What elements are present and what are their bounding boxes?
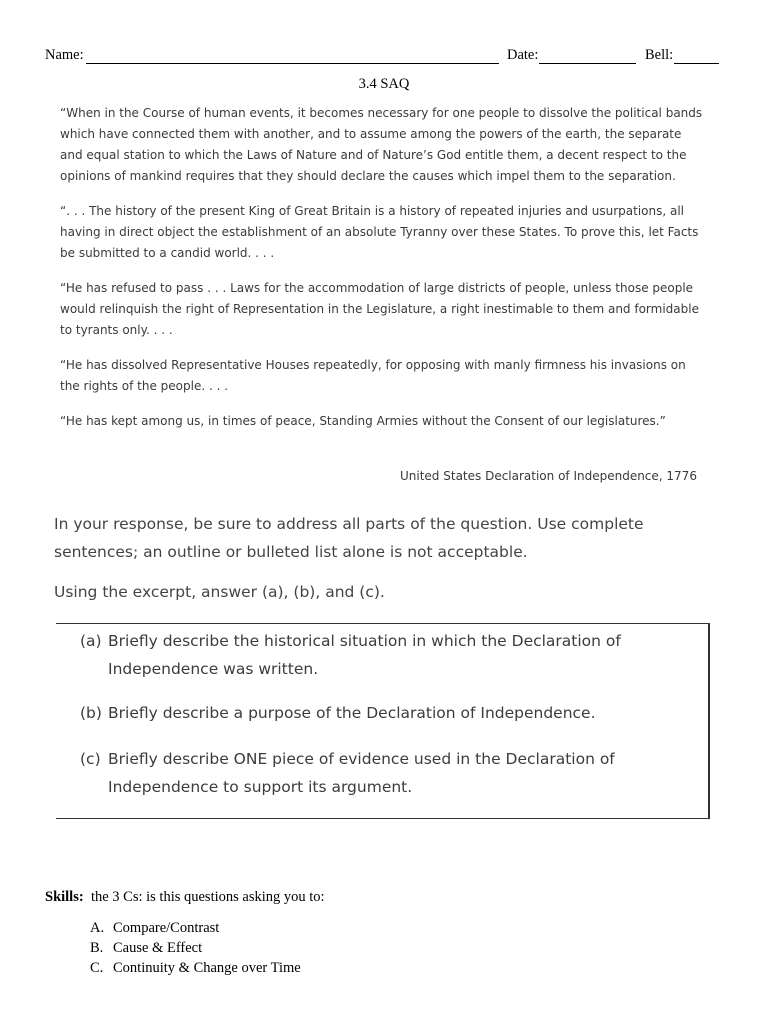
header-fields xyxy=(45,47,725,67)
question-box xyxy=(56,623,710,819)
page-title: 3.4 SAQ xyxy=(358,76,410,92)
date-label: Date: xyxy=(507,47,539,63)
date-field[interactable] xyxy=(539,47,636,64)
excerpt xyxy=(60,103,705,446)
excerpt-paragraph: “He has dissolved Representative Houses repeatedly, for opposing with manly firmness his invasions on the rights of the people. . . . xyxy=(60,358,686,393)
bell-field[interactable] xyxy=(674,47,719,64)
question-text: Briefly describe the historical situation in which the Declaration of Independence was written. xyxy=(108,632,621,678)
question-text: Briefly describe a purpose of the Declaration of Independence. xyxy=(108,704,596,722)
question-letter: (b) xyxy=(80,704,102,722)
skills-label: Skills: xyxy=(45,889,84,905)
bell-label: Bell: xyxy=(645,47,674,63)
question-b xyxy=(80,699,680,727)
option-text: Compare/Contrast xyxy=(113,920,220,936)
excerpt-paragraph: “. . . The history of the present King of Great Britain is a history of repeated injuries and usurpations, all having in direct object the establishment of an absolute Tyranny over these States. To prove this, let Facts be submitted to a candid world. . . . xyxy=(60,204,699,260)
name-field[interactable] xyxy=(86,47,499,64)
skill-option-b[interactable] xyxy=(90,938,490,958)
option-text: Cause & Effect xyxy=(113,940,203,956)
using-excerpt-instruction: Using the excerpt, answer (a), (b), and (c). xyxy=(54,583,385,601)
option-letter: B. xyxy=(90,940,104,956)
skills-options xyxy=(90,918,490,978)
option-text: Continuity & Change over Time xyxy=(113,960,301,976)
question-letter: (a) xyxy=(80,632,102,650)
excerpt-source: United States Declaration of Independence, 1776 xyxy=(400,469,697,483)
option-letter: A. xyxy=(90,920,105,936)
question-a xyxy=(80,627,680,683)
question-text: Briefly describe ONE piece of evidence used in the Declaration of Independence to support its argument. xyxy=(108,750,615,796)
skills-question: the 3 Cs: is this questions asking you to: xyxy=(90,889,325,905)
question-c xyxy=(80,745,680,801)
option-letter: C. xyxy=(90,960,104,976)
name-label: Name: xyxy=(45,47,84,63)
skill-option-a[interactable] xyxy=(90,918,490,938)
excerpt-paragraph: “He has refused to pass . . . Laws for the accommodation of large districts of people, unless those people would relinquish the right of Representation in the Legislature, a right inestimable to them and formidable to tyrants only. . . . xyxy=(60,281,699,337)
excerpt-paragraph: “He has kept among us, in times of peace, Standing Armies without the Consent of our legislatures.” xyxy=(60,414,666,428)
skills-prompt xyxy=(45,889,685,906)
skill-option-c[interactable] xyxy=(90,958,490,978)
excerpt-paragraph: “When in the Course of human events, it becomes necessary for one people to dissolve the political bands which have connected them with another, and to assume among the powers of the earth, the separate and equal station to which the Laws of Nature and of Nature’s God entitle them, a decent respect to the opinions of mankind requires that they should declare the causes which impel them to the separation. xyxy=(60,106,703,183)
question-letter: (c) xyxy=(80,750,101,768)
response-instructions: In your response, be sure to address all parts of the question. Use complete sentences; an outline or bulleted list alone is not acceptable. xyxy=(54,515,644,561)
